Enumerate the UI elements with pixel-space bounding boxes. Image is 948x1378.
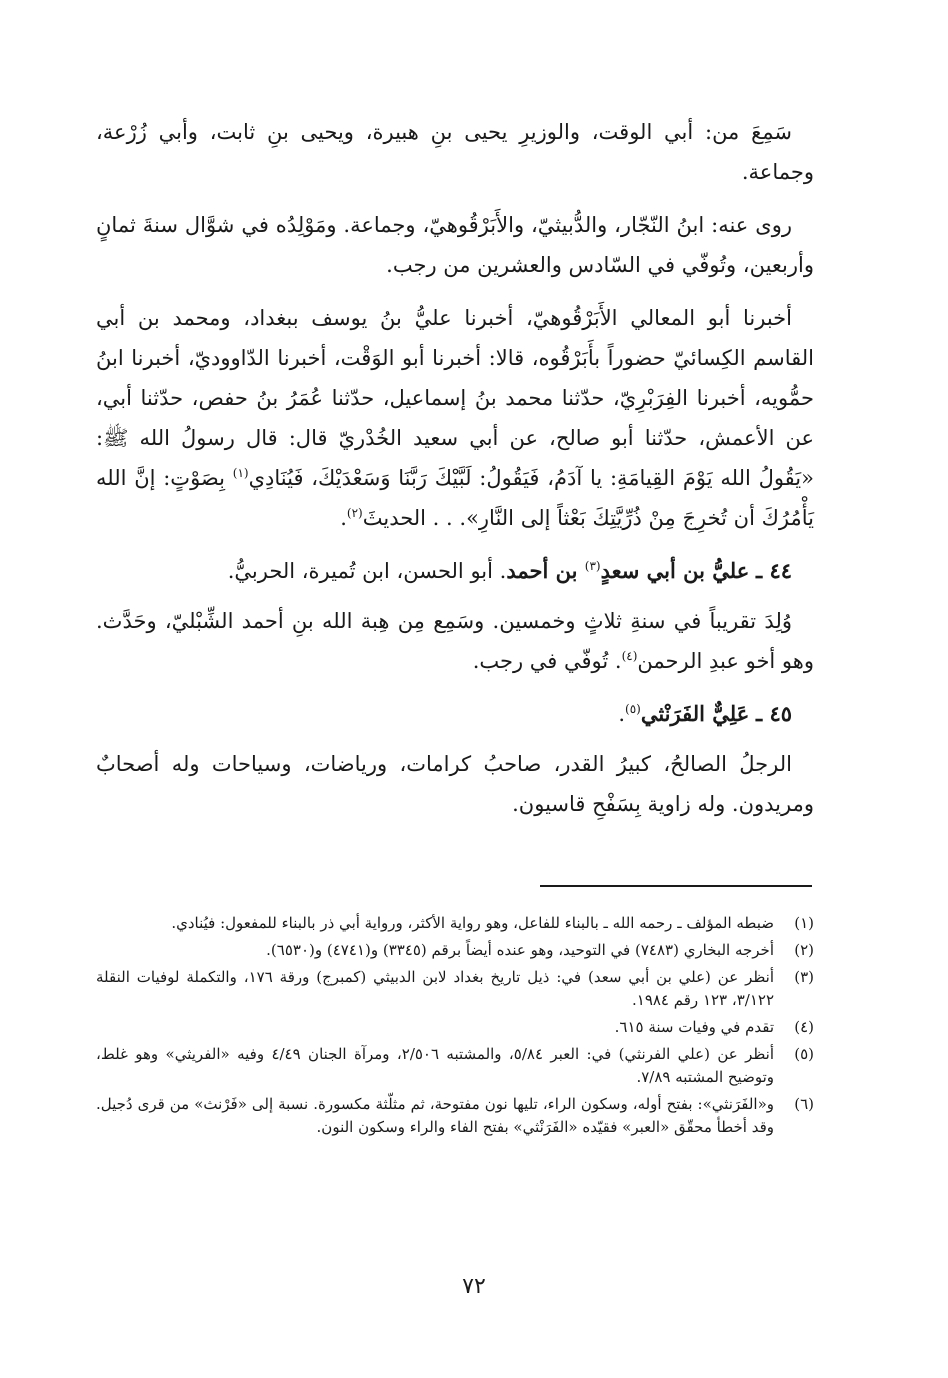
entry-name: عليُّ بن أبي سعدٍ — [600, 558, 750, 583]
page-number: ٧٢ — [462, 1274, 486, 1299]
footnotes-list — [96, 912, 814, 1143]
entry-number: ٤٥ ـ — [755, 701, 792, 726]
footnote-item — [96, 966, 814, 1012]
paragraph-text-end: . تُوفّي في رجب. — [472, 649, 622, 673]
footnote-ref-2[interactable]: (٢) — [346, 506, 363, 520]
footnote-text: و«الفَرَنثي»: بفتح أوله، وسكون الراء، تليها نون مفتوحة، ثم مثلّثة مكسورة. نسبة إلى «فَرْنث» من قرى دُجيل. وقد أخطأ محقّق «العبر» فقيّده «الفَرَنْثي» بفتح الفاء والراء وسكون النون. — [96, 1095, 774, 1136]
paragraph-text: وُلِدَ تقريباً في سنةِ ثلاثٍ وخمسين. وسَمِع مِن هِبة الله بنِ أحمد الشِّبْليّ، وحَدَّث. وهو أخو عبدِ الرحمن — [96, 609, 814, 673]
entry-name-continued: بن أحمد — [506, 558, 585, 583]
footnote-item — [96, 912, 814, 935]
footnote-text: ضبطه المؤلف ـ رحمه الله ـ بالبناء للفاعل، وهو رواية الأكثر، ورواية أبي ذر بالبناء للمفعول: فيُنادي. — [171, 914, 774, 932]
paragraph-entry-45-bio — [96, 744, 814, 824]
hadith-text-end: . — [340, 506, 347, 530]
paragraph-text: الرجلُ الصالحُ، كبيرُ القدر، صاحبُ كرامات، ورياضات، وسياحات وله أصحابٌ ومريدون. وله زاوية بِسَفْحِ قاسيون. — [96, 752, 814, 816]
footnote-text: تقدم في وفيات سنة ٦١٥. — [614, 1018, 774, 1036]
footnote-number: (٦) — [794, 1095, 814, 1113]
footnote-ref-1[interactable]: (١) — [232, 466, 249, 480]
footnote-item — [96, 1043, 814, 1089]
entry-details: . — [618, 702, 626, 726]
entry-44-heading — [96, 551, 814, 591]
hadith-text-continued: بِصَوْتٍ: إنَّ الله يَأْمُرُكَ أن تُخرِجَ مِنْ ذُرِّيَّتِكَ بَعْثاً إلى النَّارِ». . . الحديثَ — [96, 466, 814, 530]
footnote-text: أخرجه البخاري (٧٤٨٣) في التوحيد، وهو عنده أيضاً برقم (٣٣٤٥) و(٤٧٤١) و(٦٥٣٠). — [266, 941, 774, 959]
paragraph-narrated-by — [96, 205, 814, 285]
footnote-item — [96, 939, 814, 962]
footnote-item — [96, 1093, 814, 1139]
paragraph-hadith — [96, 298, 814, 538]
footnote-ref-5[interactable]: (٥) — [625, 702, 641, 716]
entry-number: ٤٤ ـ — [755, 558, 792, 583]
footnote-divider — [540, 885, 812, 887]
footnote-ref-3[interactable]: (٣) — [584, 559, 601, 573]
footnote-text: أنظر عن (علي بن أبي سعد) في: ذيل تاريخ بغداد لابن الدبيثي (كمبرج) ورقة ١٧٦، والتكملة لوفيات النقلة ٣/١٢٢، ١٢٣ رقم ١٩٨٤. — [96, 968, 774, 1009]
main-text — [96, 112, 814, 837]
footnote-number: (٢) — [794, 941, 814, 959]
footnote-number: (١) — [794, 914, 814, 932]
footnote-text: أنظر عن (علي الفرنثي) في: العبر ٥/٨٤، والمشتبه ٢/٥٠٦، ومرآة الجنان ٤/٤٩ وفيه «الفريثي» وهو غلط، وتوضيح المشتبه ٧/٨٩. — [96, 1045, 774, 1086]
footnote-item — [96, 1016, 814, 1039]
paragraph-entry-44-bio — [96, 601, 814, 681]
footnote-ref-4[interactable]: (٤) — [621, 649, 638, 663]
entry-45-heading — [96, 694, 814, 734]
paragraph-text: سَمِعَ من: أبي الوقت، والوزيرِ يحيى بنِ هبيرة، ويحيى بنِ ثابت، وأبي زُرْعة، وجماعة. — [96, 120, 814, 184]
hadith-text: أخبرنا أبو المعالي الأَبَرْقُوهيّ، أخبرنا عليُّ بنُ يوسف ببغداد، ومحمد بن أبي القاسم الكِسائيّ حضوراً بأَبَرْقُوه، قالا: أخبرنا أبو الوَقْت، أخبرنا الدّاووديّ، أخبرنا ابنُ حمُّويه، أخبرنا الفِرَبْرِيّ، حدّثنا محمد بنُ إسماعيل، حدّثنا عُمَرُ بنُ حفص، حدّثنا أبي، عن الأعمش، حدّثنا أبو صالح، عن أبي سعيد الخُدْريّ قال: قال رسولُ الله ﷺ: «يَقُولُ الله يَوْمَ القِيامَةِ: يا آدَمُ، فَيَقُولُ: لَبَّيْكَ رَبَّنَا وَسَعْدَيْكَ، فَيُنَادِي — [96, 306, 814, 490]
paragraph-heard-from — [96, 112, 814, 192]
entry-details: . أبو الحسن، ابن تُميرة، الحربيُّ. — [227, 559, 507, 583]
entry-name: عَلِيٌّ الفَرَنْثي — [640, 701, 750, 726]
footnote-number: (٣) — [794, 968, 814, 986]
footnote-number: (٤) — [794, 1018, 814, 1036]
paragraph-text: روى عنه: ابنُ النّجّار، والدُّبيثيّ، والأَبَرْقُوهيّ، وجماعة. ومَوْلِدُه في شوَّال سنةَ ثمانٍ وأربعين، وتُوفّي في السّادس والعشرين من رجب. — [96, 213, 814, 277]
footnote-number: (٥) — [794, 1045, 814, 1063]
